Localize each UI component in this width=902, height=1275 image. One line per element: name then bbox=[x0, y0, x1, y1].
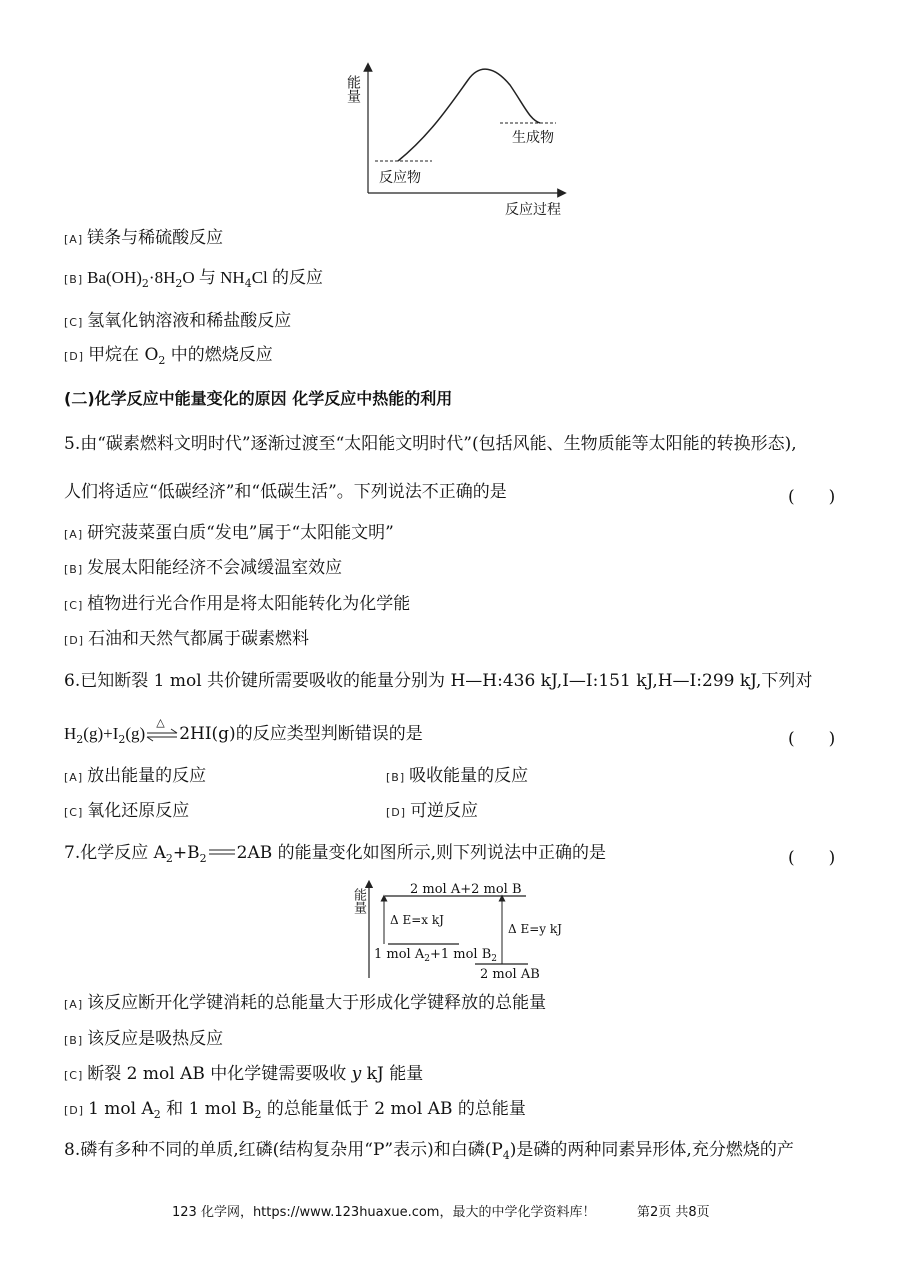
option-text: ·8H bbox=[148, 268, 176, 287]
option-letter: [A] bbox=[64, 233, 84, 246]
q5-option-a[interactable] bbox=[64, 523, 394, 545]
q4-option-d[interactable] bbox=[64, 345, 273, 371]
q7-option-d[interactable] bbox=[64, 1099, 526, 1125]
q7-option-a[interactable] bbox=[64, 993, 546, 1015]
subscript: 2 bbox=[76, 733, 84, 746]
stem-text: )是磷的两种同素异形体,充分燃烧的产 bbox=[509, 1140, 794, 1160]
q5-option-d[interactable] bbox=[64, 629, 309, 651]
stem-text: +B bbox=[172, 843, 200, 863]
option-letter: [D] bbox=[64, 1104, 85, 1117]
label-text: 1 mol A bbox=[374, 947, 425, 962]
stem-text: 7.化学反应 A bbox=[64, 843, 166, 863]
option-letter: [C] bbox=[64, 316, 84, 329]
q6-option-c[interactable] bbox=[64, 801, 189, 823]
reactant-label: 反应物 bbox=[379, 170, 421, 186]
option-letter: [D] bbox=[386, 806, 407, 819]
equals-sign bbox=[207, 844, 237, 864]
q4-option-b[interactable] bbox=[64, 268, 323, 294]
stem-text: 2AB 的能量变化如图所示,则下列说法中正确的是 bbox=[236, 843, 607, 863]
option-letter: [B] bbox=[64, 273, 84, 286]
reversible-heat-arrow bbox=[145, 715, 179, 745]
fig2-delta-y-label: Δ E=y kJ bbox=[508, 922, 562, 936]
option-letter: [B] bbox=[386, 771, 406, 784]
option-letter: [B] bbox=[64, 563, 84, 576]
subscript: 4 bbox=[244, 277, 252, 290]
fig2-left-label bbox=[374, 947, 497, 964]
footer-site-text: 123 化学网，https://www.123huaxue.com，最大的中学化学资料库！ bbox=[172, 1205, 596, 1220]
equation-text: (g) bbox=[125, 724, 146, 743]
option-text: kJ 能量 bbox=[361, 1064, 424, 1084]
option-letter: [A] bbox=[64, 528, 84, 541]
fig2-right-label: 2 mol AB bbox=[480, 967, 540, 982]
option-text: 研究菠菜蛋白质“发电”属于“太阳能文明” bbox=[87, 523, 394, 543]
option-letter: [D] bbox=[64, 350, 85, 363]
subscript: 2 bbox=[199, 852, 207, 865]
q5-stem-line1: 5.由“碳素燃料文明时代”逐渐过渡至“太阳能文明时代”(包括风能、生物质能等太阳能的转换形态), bbox=[64, 434, 797, 454]
q6-option-a[interactable] bbox=[64, 766, 206, 788]
fig2-top-label: 2 mol A+2 mol B bbox=[410, 882, 522, 897]
q4-option-c[interactable] bbox=[64, 311, 291, 333]
q6-stem-line1: 6.已知断裂 1 mol 共价键所需要吸收的能量分别为 H—H:436 kJ,I—I:151 kJ,H—I:299 kJ,下列对 bbox=[64, 671, 813, 691]
fig2-delta-x-label: Δ E=x kJ bbox=[390, 913, 444, 927]
option-text: 的总能量低于 2 mol AB 的总能量 bbox=[261, 1099, 526, 1119]
q5-stem-line2: 人们将适应“低碳经济”和“低碳生活”。下列说法不正确的是 bbox=[64, 482, 507, 502]
q5-option-b[interactable] bbox=[64, 558, 342, 580]
q6-answer-blank[interactable]: ( ) bbox=[788, 729, 836, 749]
q7-option-b[interactable] bbox=[64, 1029, 223, 1051]
option-letter: [C] bbox=[64, 599, 84, 612]
q6-stem-line2 bbox=[64, 715, 423, 750]
stem-text: 2HI(g)的反应类型判断错误的是 bbox=[179, 724, 423, 744]
option-text: 该反应断开化学键消耗的总能量大于形成化学键释放的总能量 bbox=[87, 993, 547, 1013]
subscript: 2 bbox=[153, 1108, 161, 1121]
option-text: 断裂 2 mol AB 中化学键需要吸收 bbox=[87, 1064, 352, 1084]
q7-option-c[interactable] bbox=[64, 1064, 423, 1086]
heat-symbol: △ bbox=[156, 715, 165, 729]
option-text: 该反应是吸热反应 bbox=[87, 1029, 224, 1049]
option-text: 可逆反应 bbox=[410, 801, 479, 821]
energy-curve bbox=[398, 69, 540, 161]
footer-page-number: 第2页 共8页 bbox=[637, 1205, 710, 1220]
option-text: 吸收能量的反应 bbox=[409, 766, 529, 786]
equation-text: H bbox=[64, 724, 77, 743]
q7-answer-blank[interactable]: ( ) bbox=[788, 848, 836, 868]
q6-option-d[interactable] bbox=[386, 801, 478, 823]
subscript: 4 bbox=[502, 1149, 510, 1162]
subscript: 2 bbox=[175, 277, 183, 290]
q6-option-b[interactable] bbox=[386, 766, 528, 788]
variable: y bbox=[351, 1064, 362, 1084]
option-text: 甲烷在 O bbox=[88, 345, 159, 365]
option-text: 中的燃烧反应 bbox=[165, 345, 273, 365]
subscript: 2 bbox=[424, 954, 430, 964]
subscript: 2 bbox=[165, 852, 173, 865]
option-text: 镁条与稀硫酸反应 bbox=[87, 228, 224, 248]
option-letter: [C] bbox=[64, 1069, 84, 1082]
subscript: 2 bbox=[118, 733, 126, 746]
option-letter: [A] bbox=[64, 998, 84, 1011]
option-letter: [B] bbox=[64, 1034, 84, 1047]
q4-option-a[interactable] bbox=[64, 228, 223, 250]
subscript: 2 bbox=[491, 954, 498, 964]
y-axis-label: 能量 bbox=[345, 75, 361, 103]
x-axis-label: 反应过程 bbox=[505, 202, 561, 218]
option-text: 和 1 mol B bbox=[160, 1099, 255, 1119]
label-text: +1 mol B bbox=[429, 947, 492, 962]
subscript: 2 bbox=[254, 1108, 262, 1121]
option-text: 氧化还原反应 bbox=[87, 801, 190, 821]
option-text: 植物进行光合作用是将太阳能转化为化学能 bbox=[87, 594, 411, 614]
subscript: 2 bbox=[141, 277, 149, 290]
section-heading: (二)化学反应中能量变化的原因 化学反应中热能的利用 bbox=[64, 389, 453, 408]
q5-option-c[interactable] bbox=[64, 594, 410, 616]
option-text: 发展太阳能经济不会减缓温室效应 bbox=[87, 558, 343, 578]
subscript: 2 bbox=[158, 354, 166, 367]
fig2-y-axis-label: 能量 bbox=[351, 888, 366, 914]
q5-answer-blank[interactable]: ( ) bbox=[788, 487, 836, 507]
option-text: Cl 的反应 bbox=[251, 268, 324, 287]
option-text: 石油和天然气都属于碳素燃料 bbox=[88, 629, 310, 649]
option-text: Ba(OH) bbox=[87, 268, 142, 287]
q7-stem bbox=[64, 843, 606, 869]
option-text: 氢氧化钠溶液和稀盐酸反应 bbox=[87, 311, 292, 331]
equation-text: (g)+I bbox=[83, 724, 119, 743]
option-letter: [A] bbox=[64, 771, 84, 784]
option-text: 1 mol A bbox=[88, 1099, 154, 1119]
option-text: 放出能量的反应 bbox=[87, 766, 207, 786]
option-letter: [C] bbox=[64, 806, 84, 819]
option-letter: [D] bbox=[64, 634, 85, 647]
product-label: 生成物 bbox=[512, 130, 554, 146]
option-text: O 与 NH bbox=[182, 268, 245, 287]
q8-stem-line1 bbox=[64, 1140, 794, 1166]
stem-text: 8.磷有多种不同的单质,红磷(结构复杂用“P”表示)和白磷(P bbox=[64, 1140, 503, 1160]
